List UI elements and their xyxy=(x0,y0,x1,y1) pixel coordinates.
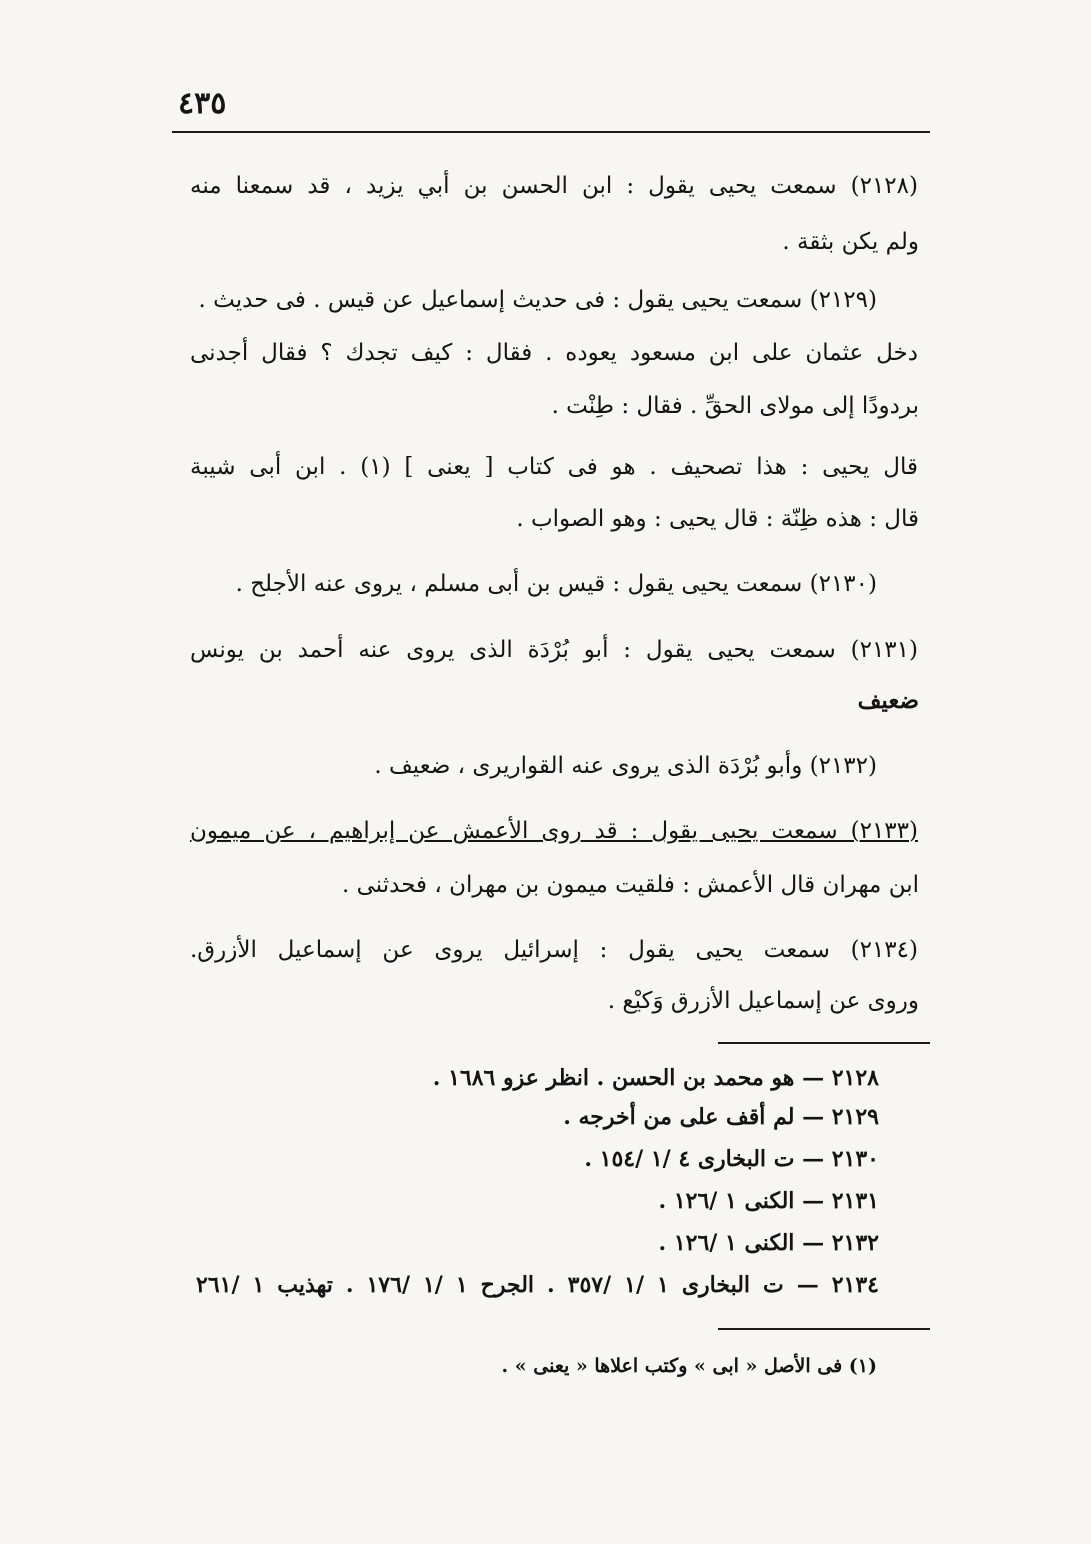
entry-2129-line-2: دخل عثمان على ابن مسعود يعوده . فقال : كيف تجدك ؟ فقال أجدنى xyxy=(190,340,918,366)
entry-2129-line-3: بردودًا إلى مولاى الحقِّ . فقال : طِنْت . xyxy=(551,393,919,419)
entry-2130-line-1: (٢١٣٠) سمعت يحيى يقول : قيس بن أبى مسلم ، يروى عنه الأجلح . xyxy=(235,571,877,597)
entry-2128-line-1: (٢١٢٨) سمعت يحيى يقول : ابن الحسن بن أبي يزيد ، قد سمعنا منه xyxy=(190,173,918,199)
entry-2133-line-2: ابن مهران قال الأعمش : فلقيت ميمون بن مهران ، فحدثنى . xyxy=(342,872,919,898)
entry-2133-line-1: (٢١٣٣) سمعت يحيى يقول : قد روى الأعمش عن إبراهيم ، عن ميمون xyxy=(190,818,918,844)
notes-rule xyxy=(718,1042,930,1044)
entry-2129-line-1: (٢١٢٩) سمعت يحيى يقول : فى حديث إسماعيل عن قيس . فى حديث . xyxy=(198,287,877,313)
commentary-line-2: قال : هذه ظِنّة : قال يحيى : وهو الصواب . xyxy=(516,506,919,532)
note-2128: ٢١٢٨ — هو محمد بن الحسن . انظر عزو ١٦٨٦ . xyxy=(432,1065,879,1091)
top-rule xyxy=(172,131,930,133)
note-2129: ٢١٢٩ — لم أقف على من أخرجه . xyxy=(563,1104,879,1130)
entry-2134-line-1: (٢١٣٤) سمعت يحيى يقول : إسرائيل يروى عن إسماعيل الأزرق. xyxy=(190,937,918,963)
entry-2132-line-1: (٢١٣٢) وأبو بُرْدَة الذى يروى عنه القواريرى ، ضعيف . xyxy=(374,753,877,779)
footnote-rule xyxy=(718,1328,930,1330)
entry-2134-line-2: وروى عن إسماعيل الأزرق وَكيْع . xyxy=(607,988,919,1014)
entry-2131-line-1: (٢١٣١) سمعت يحيى يقول : أبو بُرْدَة الذى يروى عنه أحمد بن يونس xyxy=(190,637,918,663)
commentary-line-1: قال يحيى : هذا تصحيف . هو فى كتاب [ يعنى ] (١) . ابن أبى شيبة xyxy=(190,454,918,480)
page-number: ٤٣٥ xyxy=(178,86,227,121)
note-2132: ٢١٣٢ — الكنى ١ /١٢٦ . xyxy=(658,1230,879,1256)
note-2134: ٢١٣٤ — ت البخارى ١ /١ /٣٥٧ . الجرح ١ /١ /١٧٦ . تهذيب ١ /٢٦١ xyxy=(196,1272,879,1298)
note-2131: ٢١٣١ — الكنى ١ /١٢٦ . xyxy=(658,1188,879,1214)
entry-2128-line-2: ولم يكن بثقة . xyxy=(782,229,919,255)
note-2130: ٢١٣٠ — ت البخارى ٤ /١ /١٥٤ . xyxy=(584,1146,879,1172)
entry-2131-line-2: ضعيف xyxy=(857,687,919,714)
footnote: (١) فى الأصل « ابى » وكتب اعلاها « يعنى » . xyxy=(501,1355,877,1377)
